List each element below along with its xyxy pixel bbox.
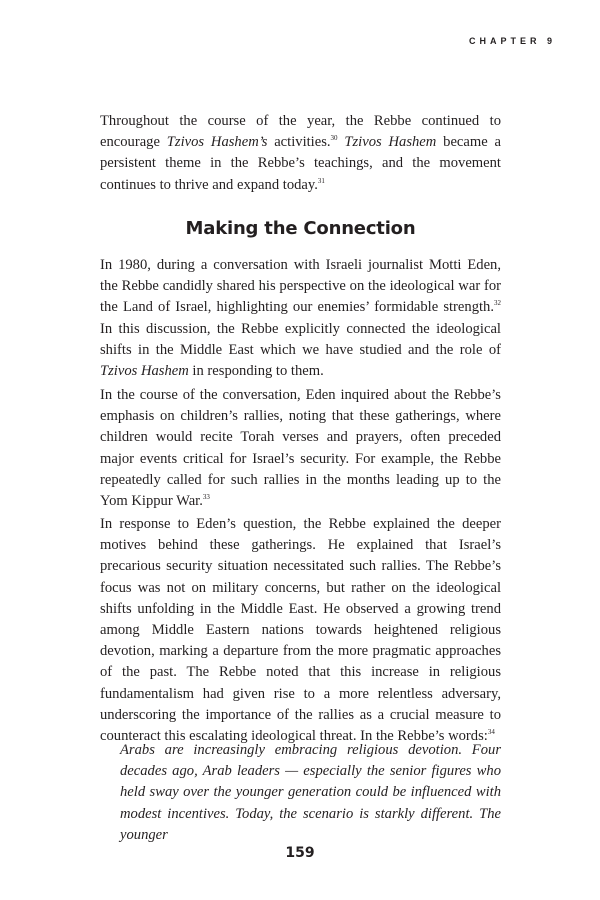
text-run: In response to Eden’s question, the Rebbe explained the deeper motives behind these gatherings. He explained that Israel’s precarious security situation necessitated such rallies. The Rebbe’s focus was not on military concerns, but rather on the ideological shifts unfolding in the Middle East. He observed a growing trend among Middle Eastern nations towards heightened religious devotion, marking a departure from the more pragmatic approaches of the past. The Rebbe noted that this increase in religious fundamentalism had given rise to a more relentless adversary, underscoring the importance of the rallies as a crucial measure to counteract this escalating ideological threat. In the Rebbe’s words: [100,516,501,745]
paragraph-tzivos-hashem [100,111,501,196]
running-head: CHAPTER 9 [468,36,556,46]
footnote-ref-34[interactable]: 34 [487,728,495,737]
block-quote: Arabs are increasingly embracing religious devotion. Four decades ago, Arab leaders — especially the senior figures who held sway over the younger generation could be influenced with modest incentives. Today, the scenario is starkly different. The younger [120,742,501,843]
italic-term: Tzivos Hashem [100,363,189,380]
footnote-ref-33[interactable]: 33 [202,493,210,502]
footnote-ref-32[interactable]: 32 [494,299,501,308]
paragraph-childrens-rallies [100,385,501,512]
text-run: In this discussion, the Rebbe explicitly connected the ideological shifts in the Middle East which we have studied and the role of [100,320,501,358]
paragraph-eden-conversation [100,255,501,382]
text-run: Throughout the course of the year, the Rebbe continued to encourage [100,113,501,151]
footnote-ref-30[interactable]: 30 [330,134,338,143]
text-run: in responding to them. [188,363,324,380]
section-heading: Making the Connection [185,218,416,239]
italic-term: Tzivos Hashem’s [166,134,268,151]
text-run: In the course of the conversation, Eden inquired about the Rebbe’s emphasis on children’s rallies, noting that these gatherings, where children would recite Torah verses and prayers, often preceded major events critical for Israel’s security. For example, the Rebbe repeatedly called for such rallies in the months leading up to the Yom Kippur War. [100,387,501,510]
text-run: became a persistent theme in the Rebbe’s teachings, and the movement continues to thrive and expand today. [100,134,501,193]
text-run: activities. [267,134,331,151]
footnote-ref-31[interactable]: 31 [317,176,325,185]
page-number: 159 [285,845,315,861]
paragraph-rebbe-explanation [100,514,501,747]
text-run: In 1980, during a conversation with Israeli journalist Motti Eden, the Rebbe candidly shared his perspective on the ideological war for the Land of Israel, highlighting our enemies’ formidable strength. [100,257,501,316]
italic-term: Tzivos Hashem [344,134,437,151]
